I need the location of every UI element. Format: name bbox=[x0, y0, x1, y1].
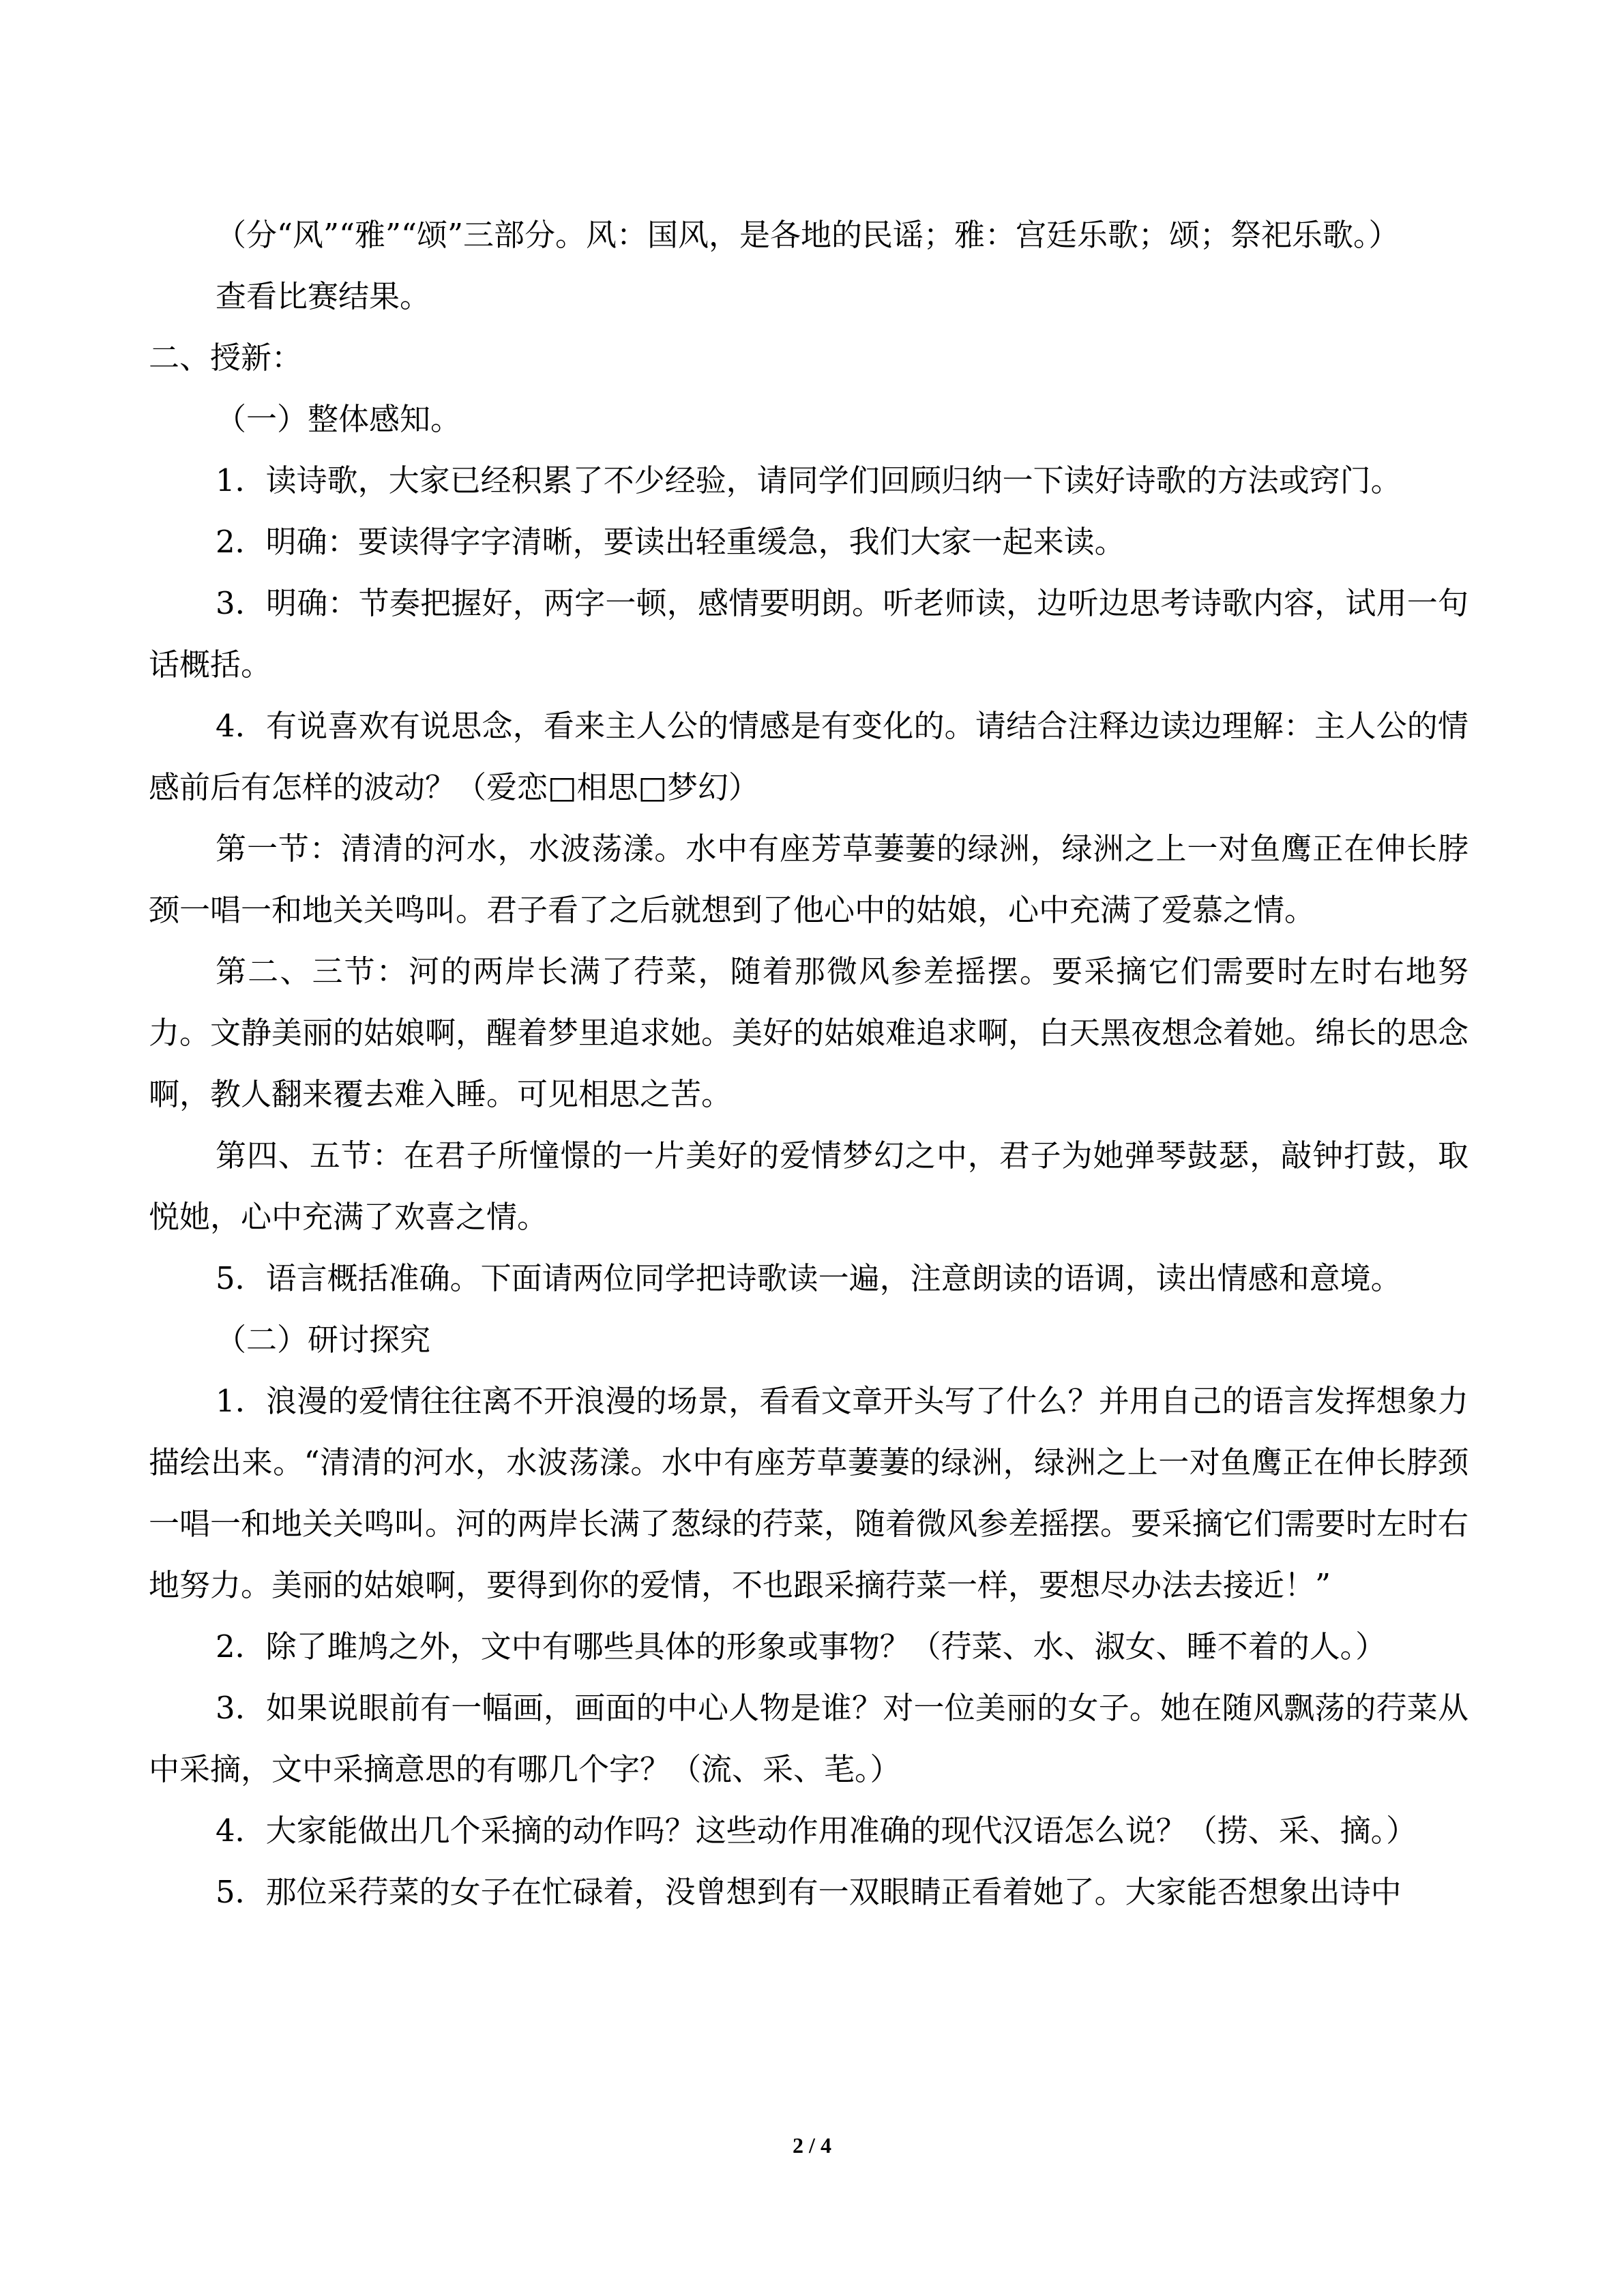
paragraph-discussion-1: 1．浪漫的爱情往往离不开浪漫的场景，看看文章开头写了什么？并用自己的语言发挥想象力描绘出来。“清清的河水，水波荡漾。水中有座芳草萋萋的绿洲，绿洲之上一对鱼鹰正在伸长脖颈一唱一和地关关鸣叫。河的两岸长满了葱绿的荇菜，随着微风参差摇摆。要采摘它们需要时左时右地努力。美丽的姑娘啊，要得到你的爱情，不也跟采摘荇菜一样，要想尽办法去接近！” bbox=[149, 1383, 1469, 1603]
paragraph-section-two-three: 第二、三节：河的两岸长满了荇菜，随着那微风参差摇摆。要采摘它们需要时左时右地努力。文静美丽的姑娘啊，醒着梦里追求她。美好的姑娘难追求啊，白天黑夜想念着她。绵长的思念啊，教人翻来覆去难入睡。可见相思之苦。 bbox=[149, 953, 1469, 1112]
paragraph-check-results: 查看比赛结果。 bbox=[216, 278, 431, 314]
paragraph-section-four-five: 第四、五节：在君子所憧憬的一片美好的爱情梦幻之中，君子为她弹琴鼓瑟，敲钟打鼓，取悦她，心中充满了欢喜之情。 bbox=[149, 1137, 1468, 1235]
paragraph-discussion-2: 2．除了雎鸠之外，文中有哪些具体的形象或事物？（荇菜、水、淑女、睡不着的人。） bbox=[216, 1628, 1387, 1665]
paragraph-item-1: 1．读诗歌，大家已经积累了不少经验，请同学们回顾归纳一下读好诗歌的方法或窍门。 bbox=[216, 462, 1402, 498]
paragraph-item-5: 5．语言概括准确。下面请两位同学把诗歌读一遍，注意朗读的语调，读出情感和意境。 bbox=[216, 1260, 1402, 1296]
paragraph-item-4: 4．有说喜欢有说思念，看来主人公的情感是有变化的。请结合注释边读边理解：主人公的情感前后有怎样的波动？（爱恋□相思□梦幻） bbox=[149, 708, 1468, 805]
paragraph-discussion-5: 5．那位采荇菜的女子在忙碌着，没曾想到有一双眼睛正看着她了。大家能否想象出诗中 bbox=[216, 1874, 1402, 1910]
paragraph-item-3: 3．明确：节奏把握好，两字一顿，感情要明朗。听老师读，边听边思考诗歌内容，试用一句话概括。 bbox=[149, 585, 1468, 683]
paragraph-classification: （分“风”“雅”“颂”三部分。风：国风，是各地的民谣；雅：宫廷乐歌；颂；祭祀乐歌。） bbox=[216, 217, 1400, 253]
paragraph-discussion-4: 4．大家能做出几个采摘的动作吗？这些动作用准确的现代汉语怎么说？（捞、采、摘。） bbox=[216, 1813, 1417, 1849]
document-body bbox=[149, 205, 1468, 1923]
paragraph-section-one: 第一节：清清的河水，水波荡漾。水中有座芳草萋萋的绿洲，绿洲之上一对鱼鹰正在伸长脖颈一唱一和地关关鸣叫。君子看了之后就想到了他心中的姑娘，心中充满了爱慕之情。 bbox=[149, 831, 1468, 928]
section-heading-new-lesson: 二、授新： bbox=[149, 340, 303, 376]
subheading-discussion: （二）研讨探究 bbox=[216, 1322, 431, 1358]
subheading-overall-perception: （一）整体感知。 bbox=[216, 401, 462, 437]
paragraph-item-2: 2．明确：要读得字字清晰，要读出轻重缓急，我们大家一起来读。 bbox=[216, 524, 1125, 560]
page-number: 2 / 4 bbox=[793, 2133, 831, 2158]
paragraph-discussion-3: 3．如果说眼前有一幅画，画面的中心人物是谁？对一位美丽的女子。她在随风飘荡的荇菜从中采摘，文中采摘意思的有哪几个字？（流、采、芼。） bbox=[149, 1690, 1468, 1787]
